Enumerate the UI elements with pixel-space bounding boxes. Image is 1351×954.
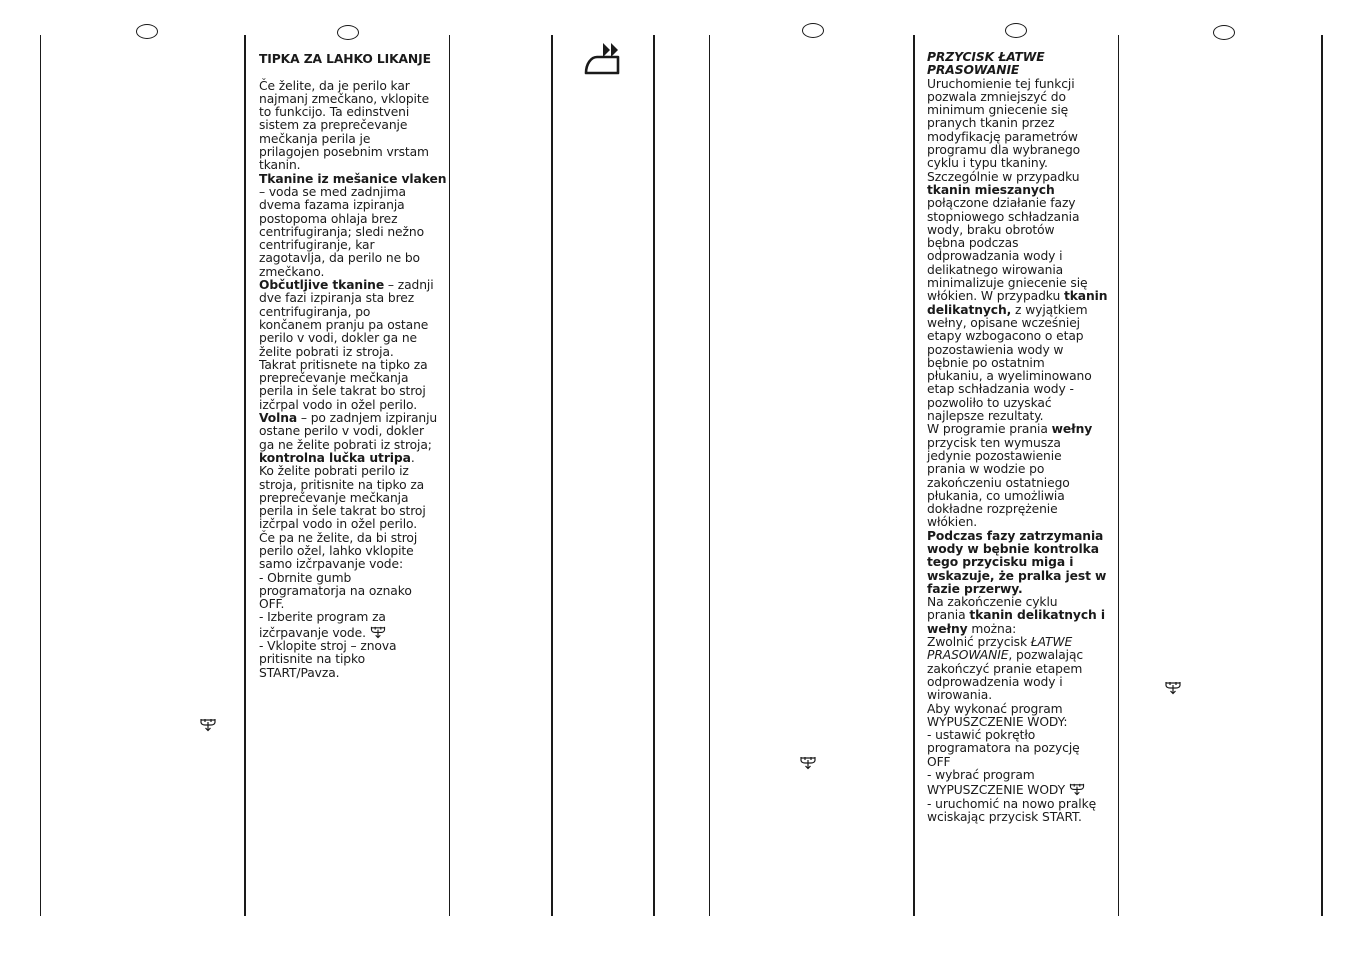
text-line: Če pa ne želite, da bi stroj <box>259 530 418 545</box>
text-line: to funkcijo. Ta edinstveni <box>259 105 410 120</box>
fabric-label: wełny <box>1051 422 1093 437</box>
text-line: START/Pavza. <box>259 665 340 680</box>
text-line: preprečevanje mečkanja <box>259 371 409 386</box>
column-rule <box>653 35 655 916</box>
language-oval <box>136 24 158 39</box>
text-line <box>259 412 447 425</box>
text-fragment: Zwolnić przycisk <box>927 635 1031 650</box>
text-line: zagotavlja, da perilo ne bo <box>259 251 420 266</box>
drain-icon <box>1165 680 1181 695</box>
fabric-label: tkanin mieszanych <box>927 182 1055 197</box>
text-line: – voda se med zadnjima <box>259 184 406 199</box>
section-title: PRASOWANIE <box>927 63 1020 78</box>
text-line: perila in šele takrat bo stroj <box>259 384 426 399</box>
language-oval <box>802 23 824 38</box>
column-rule <box>551 35 553 916</box>
text-line: perila in šele takrat bo stroj <box>259 504 426 519</box>
text-line: Na zakończenie cyklu <box>927 595 1058 610</box>
drain-icon <box>200 717 216 732</box>
text-fragment: WYPUSZCZENIE WODY <box>927 783 1066 798</box>
column-rule <box>40 35 41 916</box>
text-line: wody, braku obrotów <box>927 222 1055 237</box>
text-line: končanem pranju pa ostane <box>259 317 429 332</box>
text-line <box>927 304 1115 317</box>
text-line: OFF. <box>259 597 285 612</box>
text-line: prania w wodzie po <box>927 462 1045 477</box>
text-line: połączone działanie fazy <box>927 196 1076 211</box>
text-line: prilagojen posebnim vrstam <box>259 145 429 160</box>
text-line: programu dla wybranego <box>927 143 1081 158</box>
text-line: Ko želite pobrati perilo iz <box>259 464 409 479</box>
text-line <box>927 649 1115 662</box>
text-line: przycisk ten wymusza <box>927 435 1061 450</box>
text-line: wełny, opisane wcześniej <box>927 315 1080 330</box>
text-fragment: . <box>410 450 415 465</box>
text-line: najmanj zmečkano, vklopite <box>259 91 430 106</box>
drain-icon <box>1069 782 1085 796</box>
text-line: WYPUSZCZENIE WODY: <box>927 714 1068 729</box>
text-line: etapy wzbogacono o etap <box>927 329 1084 344</box>
lamp-label: kontrolna lučka utripa <box>259 450 411 465</box>
fabric-label: wełny <box>927 621 968 636</box>
text-fragment: – po zadnjem izpiranju <box>297 411 438 426</box>
text-fragment: W programie prania <box>927 422 1052 437</box>
fabric-label: tkanin <box>1063 289 1108 304</box>
text-line: ga ne želite pobrati iz stroja; <box>259 437 432 452</box>
fabric-label: tkanin delikatnych i <box>969 608 1105 623</box>
button-name: ŁATWE <box>1030 635 1073 650</box>
fabric-label: Tkanine iz mešanice vlaken <box>259 171 447 186</box>
text-line: perilo v vodi, dokler ga ne <box>259 331 418 346</box>
fabric-label: Volna <box>259 411 298 426</box>
text-line: Če želite, da je perilo kar <box>259 78 410 93</box>
text-line <box>927 782 1115 797</box>
text-line: Szczególnie w przypadku <box>927 169 1080 184</box>
text-fragment: z wyjątkiem <box>1011 302 1088 317</box>
text-line: minimum gniecenie się <box>927 103 1069 118</box>
text-line: OFF <box>927 754 951 769</box>
text-line: stroja, pritisnite na tipko za <box>259 477 425 492</box>
text-line: postopoma ohlaja brez <box>259 211 398 226</box>
text-line <box>927 423 1115 436</box>
text-line: bębna podczas <box>927 236 1019 251</box>
text-line: programatora na pozycję <box>927 741 1080 756</box>
text-line: zakończeniu ostatniego <box>927 475 1070 490</box>
text-line: programatorja na oznako <box>259 583 412 598</box>
text-line: sistem za preprečevanje <box>259 118 408 133</box>
fabric-label: delikatnych, <box>927 302 1012 317</box>
text-fragment: – zadnji <box>384 278 434 293</box>
section-title: PRZYCISK ŁATWE <box>927 50 1045 64</box>
text-line <box>259 452 447 465</box>
pause-note: tego przycisku miga i <box>927 555 1074 570</box>
text-line: izčrpal vodo in ožel perilo. <box>259 397 418 412</box>
text-line: perilo ožel, lahko vklopite <box>259 543 414 558</box>
column-rule <box>1321 35 1323 916</box>
slovenian-column <box>259 53 447 680</box>
text-line: centrifugiranja; sledi nežno <box>259 224 424 239</box>
section-title: TIPKA ZA LAHKO LIKANJE <box>259 52 431 66</box>
text-line: dokładne rozprężenie <box>927 502 1058 517</box>
text-line: tkanin. <box>259 158 301 173</box>
text-line: odprowadzenia wody i <box>927 674 1063 689</box>
text-line: dve fazi izpiranja sta brez <box>259 291 415 306</box>
pause-note: wskazuje, że pralka jest w <box>927 568 1107 583</box>
text-line: zakończyć pranie etapem <box>927 661 1083 676</box>
text-line: wirowania. <box>927 688 993 703</box>
text-line <box>927 636 1115 649</box>
text-line: pozostawienia wody w <box>927 342 1064 357</box>
text-line: zmečkano. <box>259 264 325 279</box>
button-name: PRASOWANIE <box>927 648 1009 663</box>
text-line: Uruchomienie tej funkcji <box>927 76 1075 91</box>
text-fragment: prania <box>927 608 970 623</box>
text-line: modyfikację parametrów <box>927 129 1078 144</box>
text-line: etap schładzania wody - <box>927 382 1074 397</box>
text-line: centrifugiranja, po <box>259 304 371 319</box>
text-line: jedynie pozostawienie <box>927 448 1062 463</box>
text-line: - ustawić pokrętło <box>927 728 1036 743</box>
text-line: - Obrnite gumb <box>259 570 352 585</box>
text-fragment: można: <box>967 621 1017 636</box>
text-line: dvema fazama izpiranja <box>259 198 405 213</box>
column-rule <box>709 35 710 916</box>
text-line: pozwoliło to uzyskać <box>927 395 1052 410</box>
text-line: samo izčrpavanje vode: <box>259 557 403 572</box>
easy-iron-icon <box>583 40 625 76</box>
column-rule <box>1118 35 1119 916</box>
text-line: najlepsze rezultaty. <box>927 409 1044 424</box>
polish-column <box>927 51 1115 824</box>
text-line: pranych tkanin przez <box>927 116 1055 131</box>
text-line: bębnie po ostatnim <box>927 355 1045 370</box>
text-line: włókien. <box>927 515 978 530</box>
text-line: odprowadzania wody i <box>927 249 1063 264</box>
text-line <box>259 279 447 292</box>
fabric-label: Občutljive tkanine <box>259 278 385 293</box>
column-rule <box>913 35 915 916</box>
language-oval <box>1005 23 1027 38</box>
text-line: Aby wykonać program <box>927 701 1063 716</box>
text-line: - Izberite program za <box>259 610 386 625</box>
text-line: ostane perilo v vodi, dokler <box>259 424 424 439</box>
text-line: delikatnego wirowania <box>927 262 1064 277</box>
text-line: płukania, co umożliwia <box>927 488 1065 503</box>
text-line: - uruchomić na nowo pralkę <box>927 796 1097 811</box>
text-line: preprečevanje mečkanja <box>259 490 409 505</box>
text-line: Takrat pritisnete na tipko za <box>259 357 428 372</box>
text-line: mečkanja perila je <box>259 131 371 146</box>
text-fragment: , pozwalając <box>1008 648 1084 663</box>
text-line: - wybrać program <box>927 768 1035 783</box>
text-line: želite pobrati iz stroja. <box>259 344 394 359</box>
text-line <box>927 290 1115 303</box>
text-line: stopniowego schładzania <box>927 209 1080 224</box>
pause-note: wody w bębnie kontrolka <box>927 541 1099 556</box>
text-line <box>259 625 447 640</box>
text-line: płukaniu, a wyeliminowano <box>927 369 1092 384</box>
text-line: - Vklopite stroj – znova <box>259 639 397 654</box>
text-fragment: włókien. W przypadku <box>927 289 1064 304</box>
drain-icon <box>800 755 816 770</box>
text-line: pritisnite na tipko <box>259 652 366 667</box>
language-oval <box>1213 25 1235 40</box>
text-line <box>927 623 1115 636</box>
text-fragment: izčrpavanje vode. <box>259 625 366 640</box>
text-line: izčrpal vodo in ožel perilo. <box>259 517 418 532</box>
column-rule <box>449 35 450 916</box>
text-line: wciskając przycisk START. <box>927 809 1082 824</box>
text-line: centrifugiranje, kar <box>259 238 375 253</box>
pause-note: Podczas fazy zatrzymania <box>927 528 1104 543</box>
text-line: pozwala zmniejszyć do <box>927 89 1066 104</box>
language-oval <box>337 25 359 40</box>
column-rule <box>244 35 246 916</box>
text-line <box>927 609 1115 622</box>
text-line: minimalizuje gniecenie się <box>927 276 1088 291</box>
pause-note: fazie przerwy. <box>927 581 1023 596</box>
text-line: cyklu i typu tkaniny. <box>927 156 1048 171</box>
drain-icon <box>370 625 386 639</box>
